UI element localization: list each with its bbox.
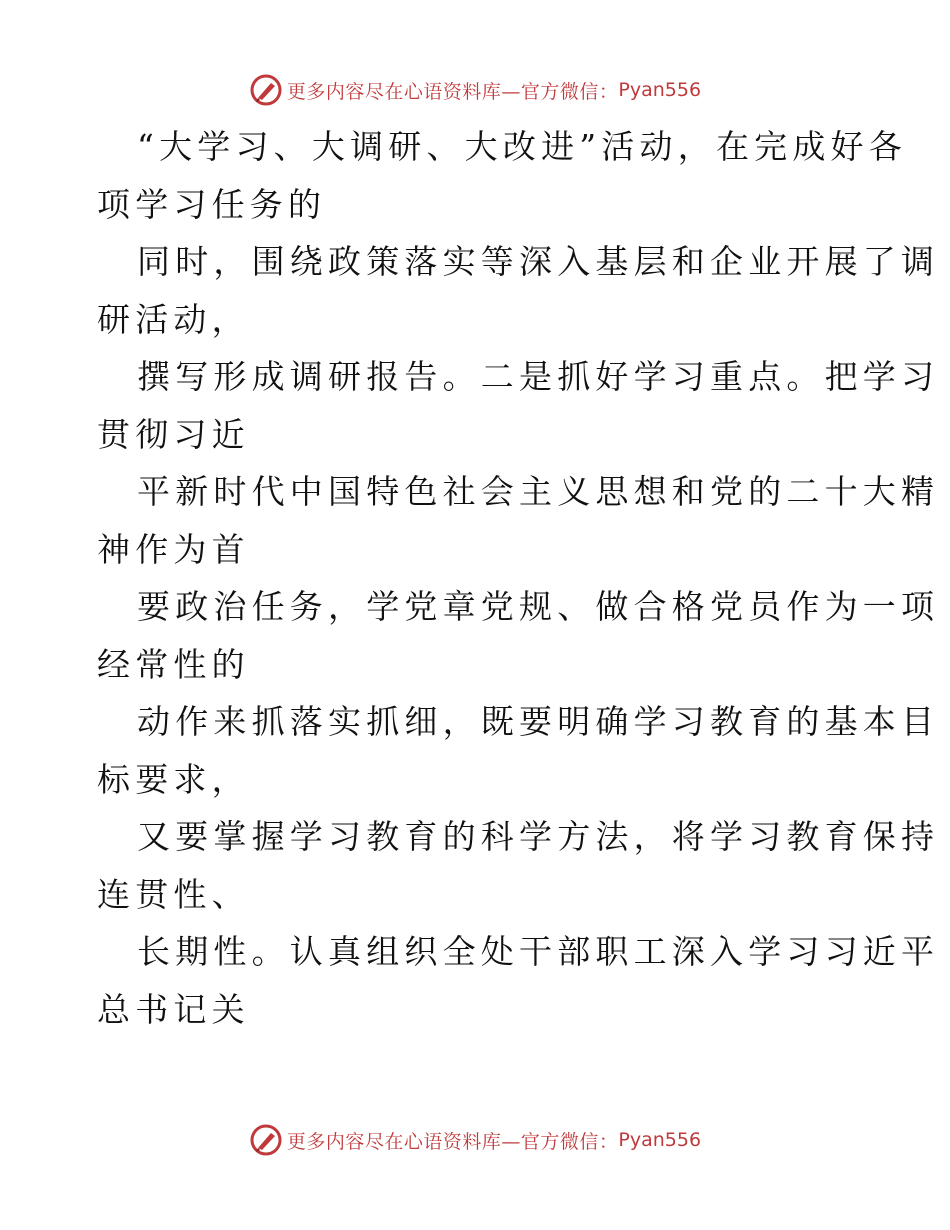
text-line: 贯彻习近 (97, 414, 250, 454)
text-line: 长期性。认真组织全处干部职工深入学习习近平 (137, 932, 940, 971)
text-line: 又要掌握学习教育的科学方法，将学习教育保持 (137, 817, 940, 856)
text-line: 平新时代中国特色社会主义思想和党的二十大精 (137, 472, 940, 511)
footer-watermark-id: Pyan556 (618, 1129, 702, 1151)
text-line: 要政治任务，学党章党规、做合格党员作为一项 (137, 587, 940, 626)
text-line: 研活动， (97, 299, 250, 339)
text-line: 撰写形成调研报告。二是抓好学习重点。把学习 (137, 357, 940, 396)
text-line: “大学习、大调研、大改进”活动，在完成好各 (137, 127, 907, 166)
text-line: 项学习任务的 (97, 184, 327, 224)
header-watermark-id: Pyan556 (618, 79, 702, 101)
text-line: 连贯性、 (97, 874, 250, 914)
text-line: 经常性的 (97, 644, 250, 684)
pen-nib-logo-icon (249, 1123, 283, 1157)
text-line: 同时，围绕政策落实等深入基层和企业开展了调 (137, 242, 940, 281)
document-body (97, 118, 940, 1038)
text-line: 标要求， (97, 759, 250, 799)
header-watermark-text: 更多内容尽在心语资料库—官方微信： (286, 80, 619, 103)
footer-watermark (0, 1120, 950, 1160)
footer-watermark-text: 更多内容尽在心语资料库—官方微信： (286, 1130, 619, 1153)
text-line: 神作为首 (97, 529, 250, 569)
text-line: 总书记关 (97, 989, 250, 1029)
header-watermark (0, 70, 950, 110)
text-line: 动作来抓落实抓细，既要明确学习教育的基本目 (137, 702, 940, 741)
pen-nib-logo-icon (249, 73, 283, 107)
